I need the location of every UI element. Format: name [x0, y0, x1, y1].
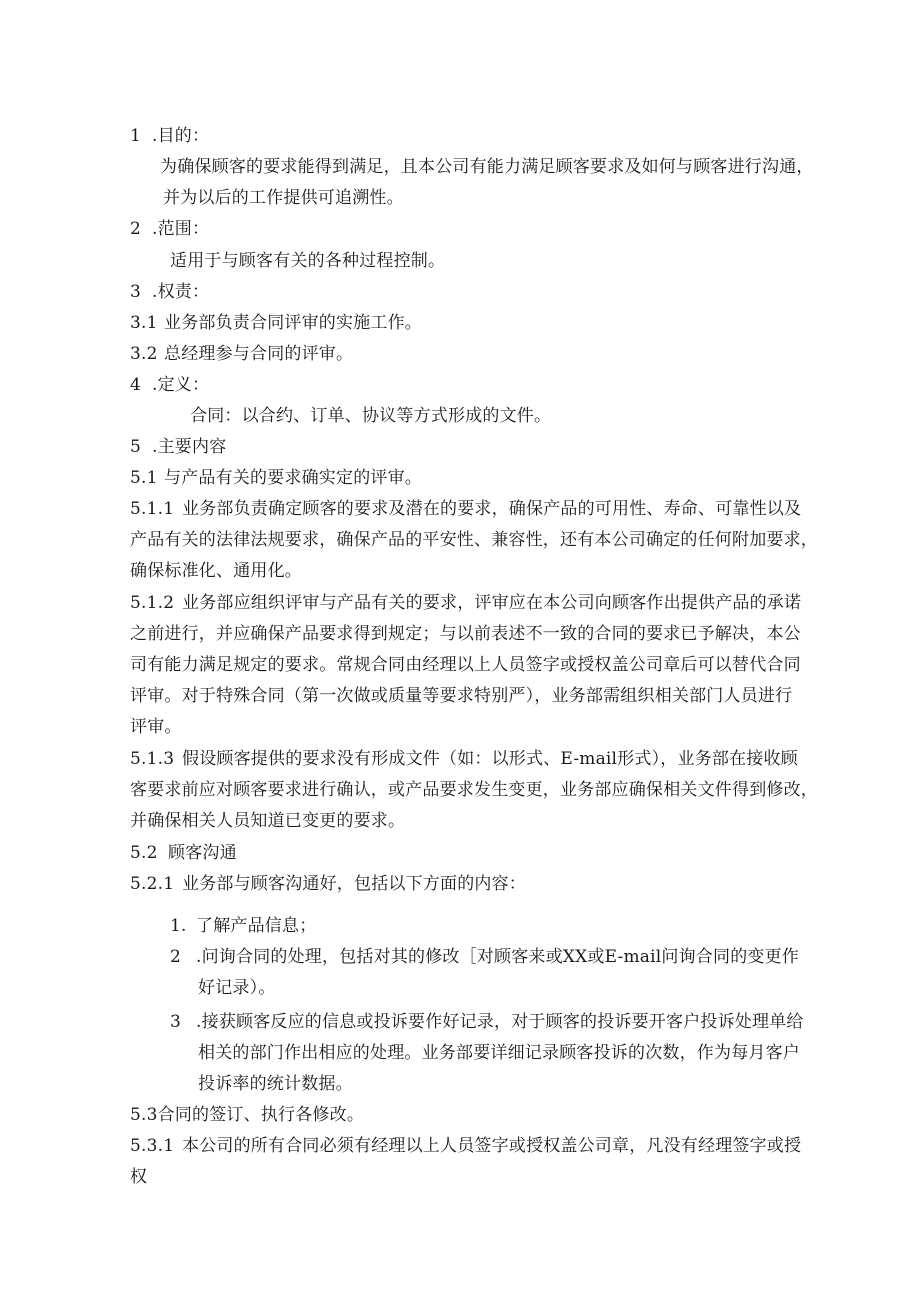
section-number: 5.1.1 [130, 499, 175, 519]
section-4-heading [130, 374, 209, 396]
subsection-5-1-2 [130, 592, 801, 614]
subsection-text: 业务部负责合同评审的实施工作。 [164, 313, 422, 333]
subsection-5-3: 5.3合同的签订、执行各修改。 [130, 1105, 365, 1125]
paragraph-line: 确保标准化、通用化。 [130, 561, 302, 581]
section-2-heading [130, 218, 209, 240]
paragraph-line: 业务部应组织评审与产品有关的要求，评审应在本公司向顾客作出提供产品的承诺 [182, 593, 802, 613]
section-number: 5.1.3 [130, 749, 175, 769]
section-number: 5.2.1 [130, 874, 175, 894]
list-item-number: 3 [170, 1012, 182, 1032]
paragraph-line: 权 [130, 1167, 148, 1187]
list-item-continuation: 好记录）。 [198, 978, 276, 998]
section-number: 5.1 [130, 468, 158, 488]
section-title: .目的： [152, 126, 210, 146]
list-item-text: 了解产品信息； [196, 916, 317, 936]
list-item-continuation: 相关的部门作出相应的处理。业务部要详细记录顾客投诉的次数，作为每月客户 [198, 1043, 800, 1063]
section-title: .主要内容 [152, 437, 227, 457]
subsection-text: 总经理参与合同的评审。 [164, 344, 354, 364]
list-item [170, 946, 799, 968]
paragraph-line: 之前进行，并应确保产品要求得到规定；与以前表述不一致的合同的要求已予解决，本公 [130, 624, 801, 644]
subsection-5-1-3 [130, 748, 798, 770]
section-title: .定义： [152, 375, 210, 395]
paragraph-line: 假设顾客提供的要求没有形成文件（如：以形式、E-mail形式），业务部在接收顾 [182, 749, 798, 769]
section-3-heading [130, 281, 209, 303]
paragraph-line: 客要求前应对顾客要求进行确认，或产品要求发生变更，业务部应确保相关文件得到修改， [130, 780, 818, 800]
list-item-text: .问询合同的处理，包括对其的修改［对顾客来或XX或E-mail问询合同的变更作 [196, 947, 800, 967]
list-item-text: .接获顾客反应的信息或投诉要作好记录，对于顾客的投诉要开客户投诉处理单给 [196, 1012, 804, 1032]
paragraph-line: 本公司的所有合同必须有经理以上人员签字或授权盖公司章，凡没有经理签字或授 [182, 1136, 802, 1156]
subsection-3-1 [130, 312, 422, 334]
section-title: .范围： [152, 219, 210, 239]
subsection-5-1 [130, 467, 422, 489]
section-5-heading [130, 436, 226, 458]
section-number: 5.3.1 [130, 1136, 175, 1156]
paragraph-line: 合同：以合约、订单、协议等方式形成的文件。 [190, 406, 552, 426]
subsection-5-2-1 [130, 873, 526, 895]
subsection-5-2 [130, 842, 237, 864]
section-number: 5.1.2 [130, 593, 175, 613]
section-number: 1 [130, 126, 142, 146]
section-title: .权责： [152, 282, 210, 302]
subsection-3-2 [130, 343, 353, 365]
paragraph-line: 为确保顾客的要求能得到满足，且本公司有能力满足顾客要求及如何与顾客进行沟通， [160, 157, 814, 177]
paragraph-line: 评审。对于特殊合同（第一次做或质量等要求特别严），业务部需组织相关部门人员进行 [130, 686, 793, 706]
list-item-number: 1. [170, 916, 187, 936]
list-item-number: 2 [170, 947, 182, 967]
subsection-text: 与产品有关的要求确实定的评审。 [164, 468, 422, 488]
list-item [170, 1011, 804, 1033]
subsection-5-3-1 [130, 1135, 801, 1157]
section-number: 5.2 [130, 843, 158, 863]
section-1-heading [130, 125, 209, 147]
section-number: 3.1 [130, 313, 158, 333]
paragraph-line: 并确保相关人员知道已变更的要求。 [130, 811, 406, 831]
subsection-text: 顾客沟通 [168, 843, 237, 863]
section-number: 4 [130, 375, 142, 395]
paragraph-line: 评审。 [130, 717, 182, 737]
paragraph-line: 司有能力满足规定的要求。常规合同由经理以上人员签字或授权盖公司章后可以替代合同 [130, 655, 801, 675]
paragraph-line: 业务部负责确定顾客的要求及潜在的要求，确保产品的可用性、寿命、可靠性以及 [182, 499, 802, 519]
list-item [170, 915, 316, 937]
paragraph-line: 适用于与顾客有关的各种过程控制。 [170, 251, 446, 271]
list-item-continuation: 投诉率的统计数据。 [198, 1074, 353, 1094]
subsection-5-1-1 [130, 498, 801, 520]
paragraph-line: 并为以后的工作提供可追溯性。 [163, 188, 404, 208]
section-number: 3 [130, 282, 142, 302]
section-number: 2 [130, 219, 142, 239]
section-number: 5 [130, 437, 142, 457]
paragraph-line: 产品有关的法律法规要求，确保产品的平安性、兼容性，还有本公司确定的任何附加要求， [130, 530, 818, 550]
section-number: 3.2 [130, 344, 158, 364]
subsection-text: 业务部与顾客沟通好，包括以下方面的内容： [182, 874, 526, 894]
